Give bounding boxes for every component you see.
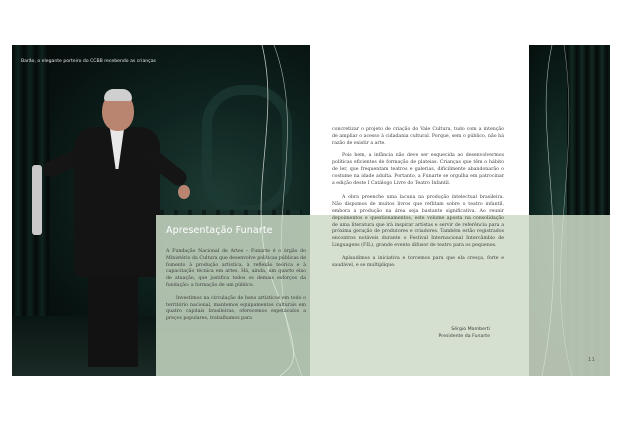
page-number: 11	[588, 357, 596, 363]
section-title: Apresentação Funarte	[166, 225, 273, 236]
left-text-column	[166, 249, 306, 329]
doorman-hair	[104, 89, 132, 101]
doorman-hand	[178, 185, 190, 199]
photo-caption: Barão, o elegante porteiro do CCBB recebendo as crianças	[21, 59, 156, 64]
stage-arch	[202, 85, 292, 215]
paragraph: Pois bem, a infância não deve ser esquecida ao desenvolvermos políticas eficientes de formação de plateias. Crianças que têm o hábito de ler, que frequentam teatros e galerias, dificilmente abandonarão o costume na idade adulta. Portanto, a Funarte se orgulha em patrocinar a edição deste I Catálogo Livre do Teatro Infantil.	[332, 153, 504, 186]
paragraph: A obra preenche uma lacuna na produção intelectual brasileira. Não dispomos de muitos livros que reflitam sobre o teatro infantil, embora a produção na área seja bastante significativa. Ao reunir depoimentos e questionamentos, este volume aposta na consolidação de uma literatura que irá inspirar artistas e servir de referência para a próxima geração de produtores e criadores. Também estão registrados encontros notáveis durante o Festival Internacional Intercâmbio de Linguagens (FIL), grande evento difusor de teatro para os pequenos.	[332, 195, 504, 248]
signature-name: Sérgio Mamberti	[451, 327, 490, 332]
right-text-column	[332, 127, 504, 275]
book-spread	[12, 45, 610, 376]
railing	[32, 165, 42, 235]
paragraph: A Fundação Nacional de Artes – Funarte é o órgão do Ministério da Cultura que desenvolve políticas públicas de fomento à produção artística, à reflexão teórica e à capacitação técnica em artes. Há, ainda, um quarto eixo de atuação, que justifica todos os demais esforços da fundação: a formação de um público.	[166, 249, 306, 288]
paragraph: Investimos na circulação de bens artísticos em todo o território nacional, mantemos equipamentos culturais em quatro capitais brasileiras, oferecemos espetáculos a preços populares, trabalhamos para	[166, 295, 306, 322]
signature-role: Presidente da Funarte	[438, 334, 490, 339]
signature-block	[420, 326, 490, 340]
paragraph: Aplaudimos a iniciativa e torcemos para que ela cresça, forte e saudável, e se multiplique.	[332, 255, 504, 268]
doorman-legs	[88, 275, 138, 367]
paragraph: concretizar o projeto de criação do Vale Cultura, tudo com a intenção de ampliar o acesso à cidadania cultural. Porque, sem o público, não há razão de existir a arte.	[332, 127, 504, 146]
